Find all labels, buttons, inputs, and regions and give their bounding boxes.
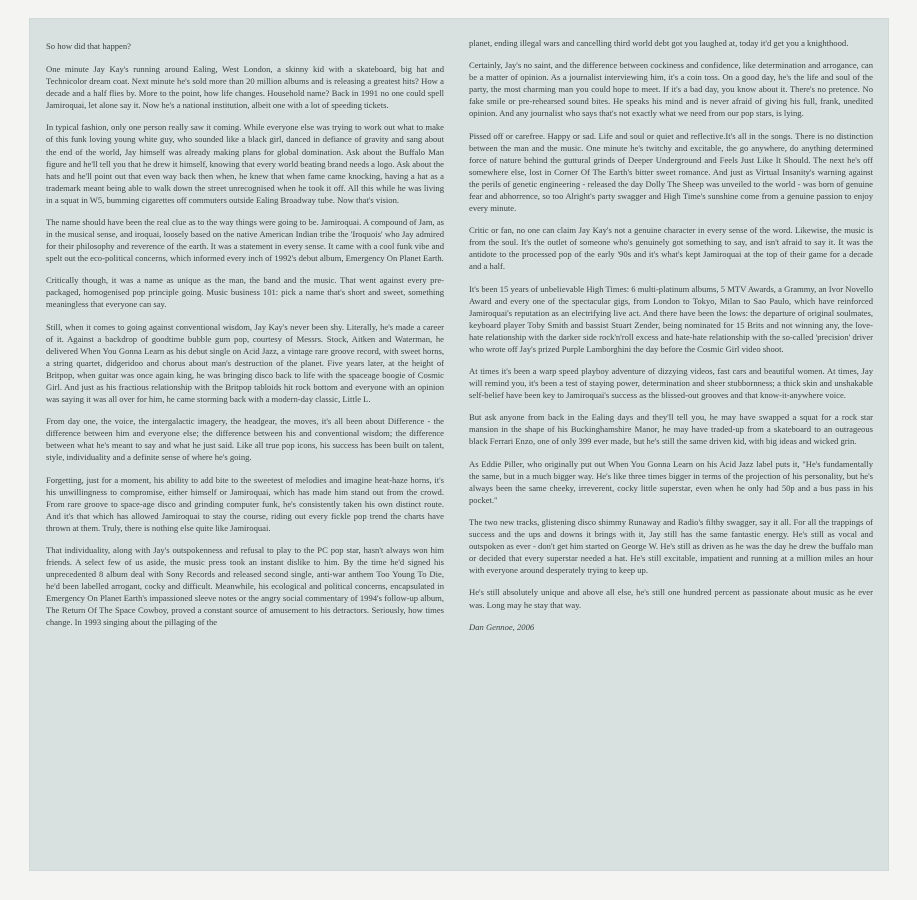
paragraph: The name should have been the real clue as to the way things were going to be. Jamiroquai. A compound of Jam, as in the musical sense, and iroquai, loosely based on the native American Indian tribe the 'Iroquois' who Jay admired for their philosophy and reverence of the earth. It was a statement in every sense. It came with a cool funk vibe and spelt out the eco-political concerns, which informed every inch of 1992's debut album, Emergency On Planet Earth.: [46, 216, 444, 264]
paragraph: It's been 15 years of unbelievable High Times: 6 multi-platinum albums, 5 MTV Awards, a Grammy, an Ivor Novello Award and every one of the spectacular gigs, from London to Tokyo, Milan to Sao Paulo, which have reinforced Jamiroquai's reputation as an electrifying live act. And there have been the lows: the departure of original soulmates, keyboard player Toby Smith and bassist Stuart Zender, being nominated for 15 Brits and not winning any, the love-hate relationship with the darker side rock'n'roll excess and hate-hate relationship with the so-called 'precision' driver who wrote off Jay's prized Purple Lamborghini the day before the Cosmic Girl video shoot.: [469, 283, 873, 354]
liner-notes-page: [29, 18, 889, 871]
paragraph: From day one, the voice, the intergalactic imagery, the headgear, the moves, it's all been about Difference - the difference between him and everyone else; the difference between his and conventional wisdom; the difference between what he's meant to say and what he just said. Like all true pop icons, his success has been built on talent, style, individuality and a definite sense of where he's going.: [46, 416, 444, 463]
paragraph: In typical fashion, only one person really saw it coming. While everyone else was trying to work out what to make of this funk loving young white guy, who sounded like a black girl, danced in defiance of gravity and sang about the end of the world, Jay himself was already making plans for global domination. Ask about the Buffalo Man figure and he'll tell you that he drew it himself, knowing that every world beating brand needs a logo. Ask about the hats and he'll point out that even way back then when, he knew that when fame came knocking, having a hat as a trademark meant being able to walk down the street unrecognised when he took it off. All this while he was living in a squat in W5, bumming cigarettes off commuters outside Ealing Broadway tube. Now that's vision.: [46, 122, 444, 205]
paragraph: One minute Jay Kay's running around Ealing, West London, a skinny kid with a skateboard, big hat and Technicolor dream coat. Next minute he's sold more than 20 million albums and is releasing a greatest hits? How a decade and a half flies by. More to the point, how life changes. Household name? Back in 1991 no one could spell Jamiroquai, let alone say it. Now he's a national institution, albeit one with a lot of speeding tickets.: [46, 64, 444, 111]
paragraph: At times it's been a warp speed playboy adventure of dizzying videos, fast cars and beautiful women. At times, Jay will remind you, it's been a test of staying power, determination and sheer stubbornness; a thick skin and unshakable self-belief have been key to Jamiroquai's success as the blissed-out grooves and that know-it-anywhere voice.: [469, 366, 873, 401]
paragraph: Still, when it comes to going against conventional wisdom, Jay Kay's never been shy. Literally, he's made a career of it. Against a backdrop of goodtime bubble gum pop, courtesy of Messrs. Stock, Aitken and Waterman, he delivered When You Gonna Learn as his debut single on Acid Jazz, a vintage rare groove record, with sweet horns, a string quartet, didgeridoo and chorus about man's destruction of the planet. Five years later, at the height of Britpop, when guitar was once again king, he was bringing disco back to life with the spaceage boogie of Cosmic Girl. And just as his fractious relationship with the Britpop tabloids hit rock bottom and everyone with an opinion was saying it was all over for him, he came storming back with a modern-day classic, Little L.: [46, 321, 444, 404]
left-column: [46, 40, 444, 638]
paragraph: As Eddie Piller, who originally put out When You Gonna Learn on his Acid Jazz label puts it, "He's fundamentally the same, but in a much bigger way. He's like three times bigger in terms of the projection of his personality, but he's always been the same cheeky, irreverent, cocky little superstar, even when he only had 50p and a bus pass in his pocket.": [469, 458, 873, 505]
paragraph: Critic or fan, no one can claim Jay Kay's not a genuine character in every sense of the word. Likewise, the music is from the soul. It's the outlet of someone who's genuinely got something to say, and isn't afraid to say it. It was the antidote to the processed pop of the early '90s and it's what's kept Jamiroquai at the top of their game for a decade and a half.: [469, 225, 873, 272]
right-column: [469, 37, 873, 643]
paragraph: But ask anyone from back in the Ealing days and they'll tell you, he may have swapped a squat for a rock star mansion in the shape of his Buckinghamshire Manor, he may have traded-up from a skateboard to an outrageous black Ferrari Enzo, one of only 399 ever made, but he's still the same driven kid, with big ideas and wicked grin.: [469, 412, 873, 447]
author-signature: Dan Gennoe, 2006: [469, 621, 535, 632]
paragraph: Forgetting, just for a moment, his ability to add bite to the sweetest of melodies and imagine heat-haze horns, it's his unwillingness to compromise, either himself or Jamiroquai, which has made him stand out from the crowd. From rare groove to space-age disco and grinding computer funk, he's consistently taken his own distinct route. And it's that which has allowed Jamiroquai to stay the course, riding out every fickle pop trend the charts have thrown at them. Truly, there is nothing else quite like Jamiroquai.: [46, 474, 444, 533]
paragraph: Certainly, Jay's no saint, and the difference between cockiness and confidence, like determination and arrogance, can be a matter of opinion. As a journalist interviewing him, it's a coin toss. On a good day, he's the life and soul of the party, the most charming man you could hope to meet. If it's a bad day, you know about it. There's no pretence. No fake smile or pre-rehearsed sound bites. He speaks his mind and is never afraid of giving his full, frank, unedited opinion. And any journalist who says that's not exactly what we need from our pop stars, is lying.: [469, 60, 873, 119]
paragraph: Critically though, it was a name as unique as the man, the band and the music. That went against every pre-packaged, homogenised pop principle going. Music business 101: pick a name that's short and sweet, something meaningless that everyone can say.: [46, 275, 444, 310]
paragraph: planet, ending illegal wars and cancelling third world debt got you laughed at, today it'd get you a knighthood.: [469, 38, 849, 48]
paragraph: The two new tracks, glistening disco shimmy Runaway and Radio's filthy swagger, say it all. For all the trappings of success and the ups and downs it brings with it, Jay still has the same fantastic energy. He's still as vocal and outspoken as ever - don't get him started on George W. He's still as driven as he was the day he drew the buffalo man or decided that every superstar needed a hat. He's still excitable, impatient and running at a million miles an hour with everyone around desperately trying to keep up.: [469, 517, 873, 576]
paragraph: So how did that happen?: [46, 41, 131, 51]
paragraph: Pissed off or carefree. Happy or sad. Life and soul or quiet and reflective.It's all in the songs. There is no distinction between the man and the music. One minute he's twitchy and excitable, the go anywhere, do anything determined force of nature behind the guttural grinds of Deeper Underground and Feels Just Like It Should. The next he's off somewhere else, lost in Corner Of The Earth's bitter sweet romance. And just as Virtual Insanity's warning against the perils of genetic engineering - released the day Dolly The Sheep was unveiled to the world - was born of genuine fear and abhorrence, so too Alright's party swagger and High Time's sunshine come from a genuine passion to enjoy every minute.: [469, 130, 873, 213]
paragraph: That individuality, along with Jay's outspokenness and refusal to play to the PC pop star, hasn't always won him friends. A select few of us aside, the music press took an instant dislike to him. By the time he'd signed his unprecedented 8 album deal with Sony Records and released second single, anti-war anthem Too Young To Die, he'd been labelled arrogant, cocky and difficult. Meanwhile, his ecological and political concerns, encapsulated in Emergency On Planet Earth's impassioned sleeve notes or the angry social commentary of 1994's follow-up album, The Return Of The Space Cowboy, proved a constant source of amusement to his detractors. Seriously, how times change. In 1993 singing about the pillaging of the: [46, 544, 444, 628]
paragraph: He's still absolutely unique and above all else, he's still one hundred percent as passionate about music as he ever was. Long may he stay that way.: [469, 587, 873, 610]
